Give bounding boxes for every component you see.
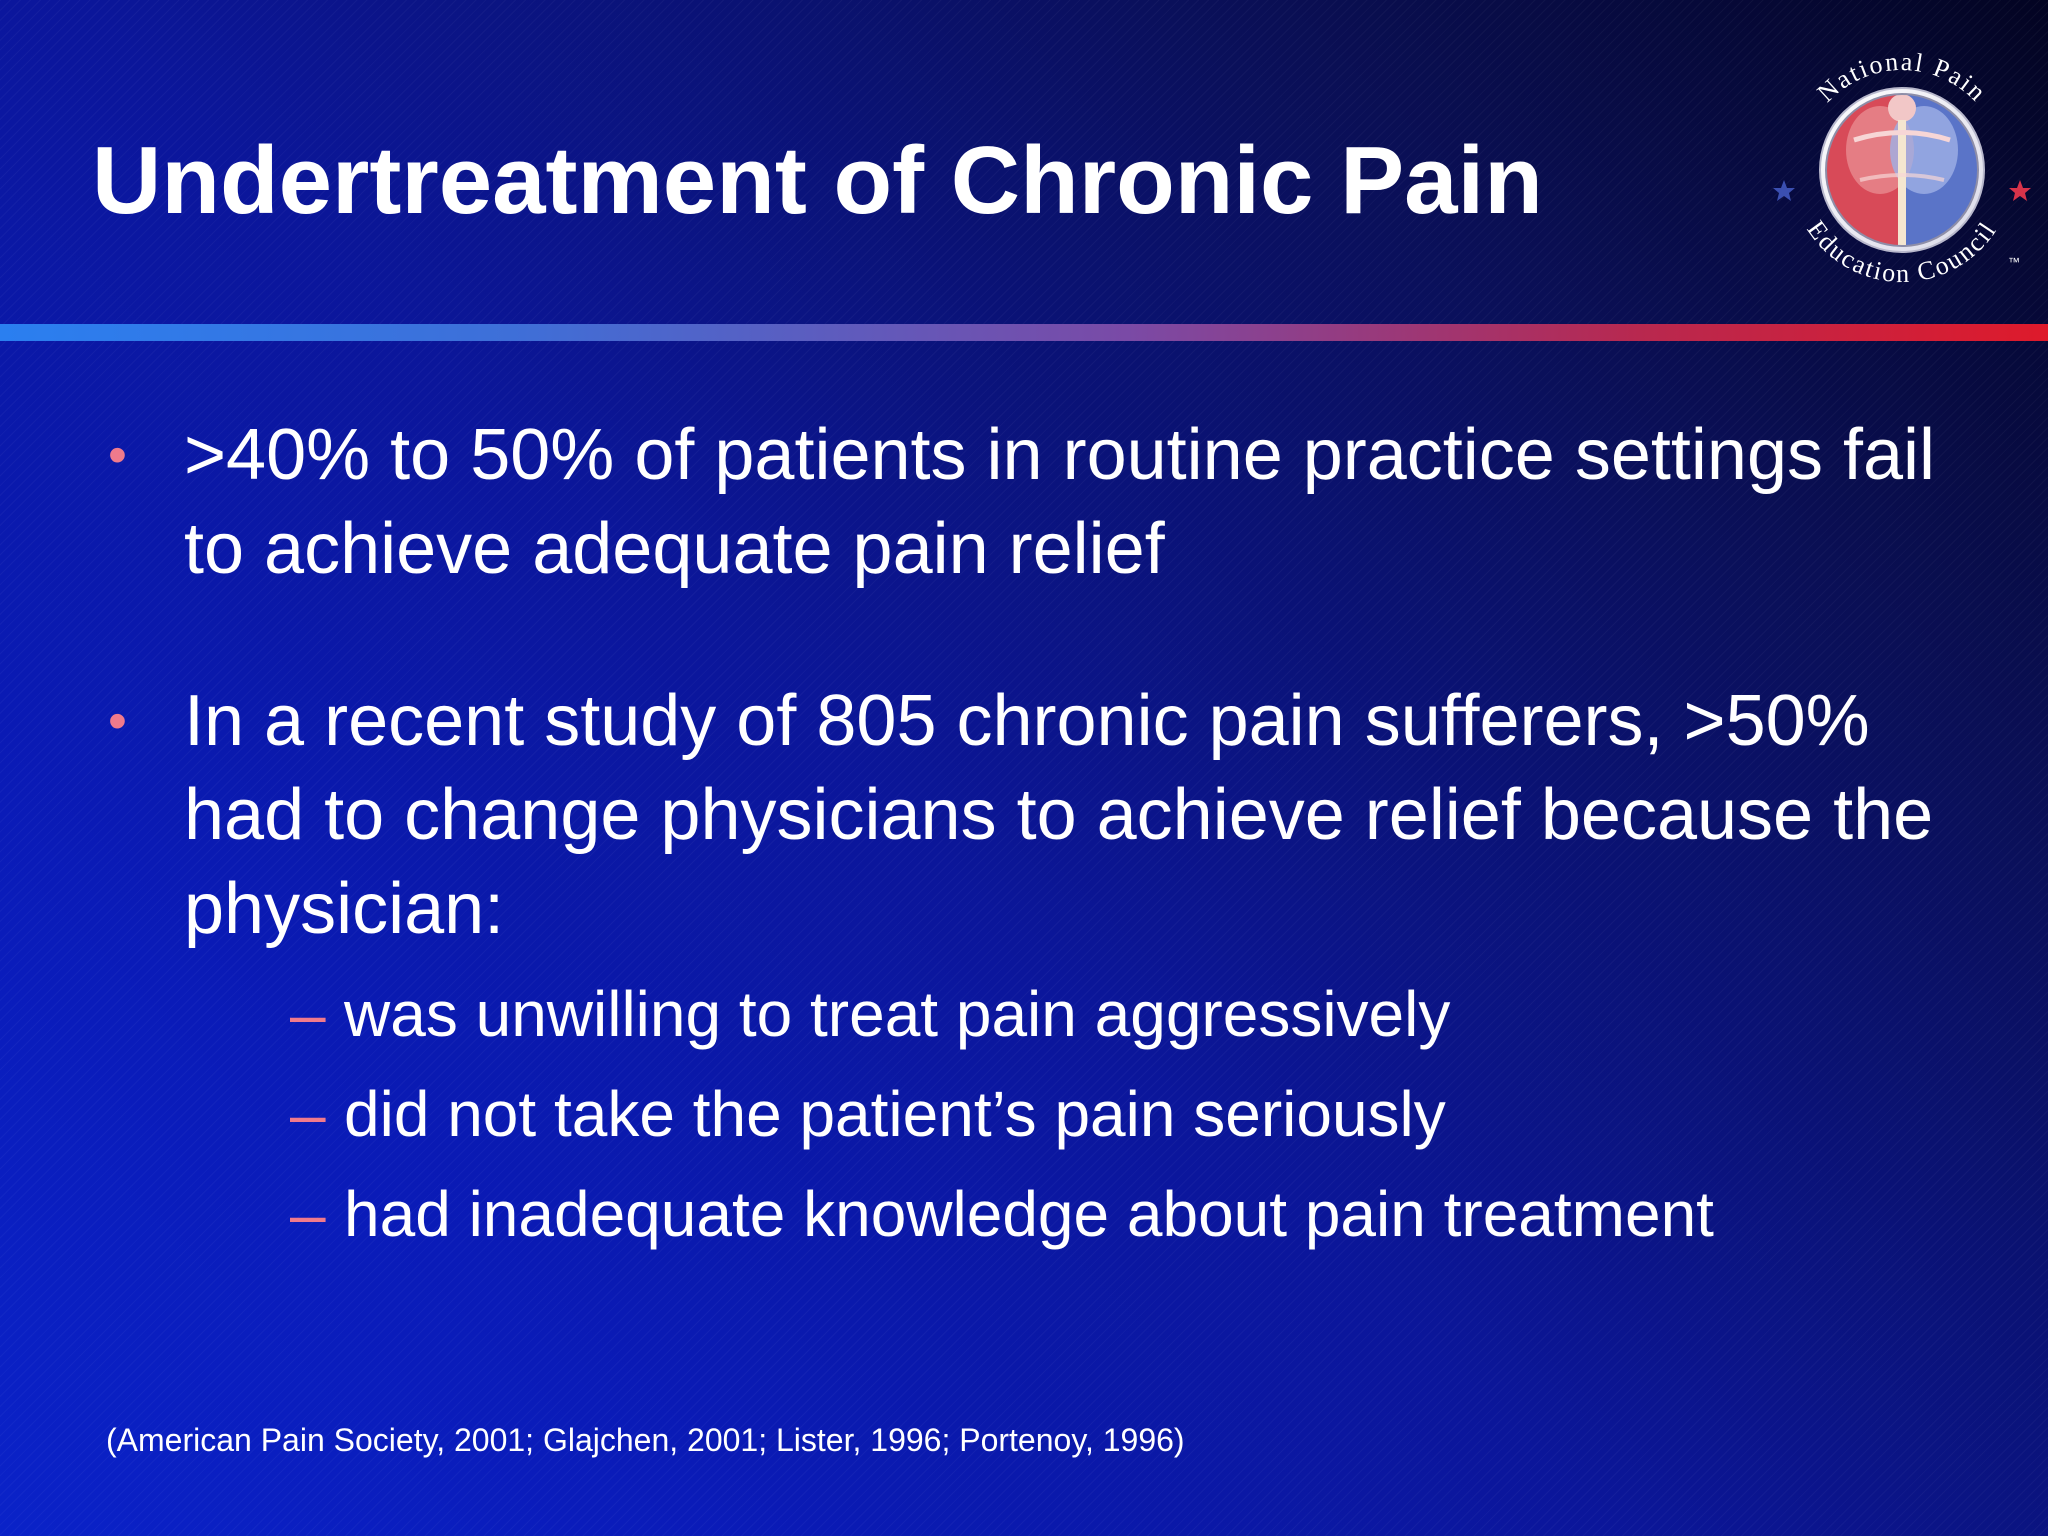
sub-bullet-text: had inadequate knowledge about pain treatment [344,1178,1714,1250]
dash-marker: – [290,978,326,1050]
logo-bottom-text: Education Council [1801,215,2003,289]
bullet-item [108,674,1968,1254]
bullet-text: >40% to 50% of patients in routine practice settings fail to achieve adequate pain relief [184,415,1936,589]
dash-marker: – [290,1178,326,1250]
national-pain-education-council-logo [1762,30,2042,310]
title-divider [0,324,2048,341]
sub-bullet-text: did not take the patient’s pain seriously [344,1078,1446,1150]
bullet-marker: • [108,691,127,751]
sub-bullet-item [290,1074,2048,1154]
sub-bullet-list [290,974,2048,1254]
citation: (American Pain Society, 2001; Glajchen, 2001; Lister, 1996; Portenoy, 1996) [106,1422,1185,1458]
dash-marker: – [290,1078,326,1150]
sub-bullet-text: was unwilling to treat pain aggressively [344,978,1451,1050]
logo-seal-icon [1762,30,2042,310]
slide-title: Undertreatment of Chronic Pain [92,127,1543,234]
sub-bullet-item [290,974,2048,1054]
logo-trademark: ™ [2008,255,2020,269]
logo-top-text: National Pain [1811,46,1993,108]
bullet-item [108,408,1968,596]
bullet-marker: • [108,425,127,485]
sub-bullet-item [290,1174,2048,1254]
bullet-list [108,408,1968,1332]
bullet-text: In a recent study of 805 chronic pain sufferers, >50% had to change physicians to achieve relief because the physician: [184,681,1934,949]
